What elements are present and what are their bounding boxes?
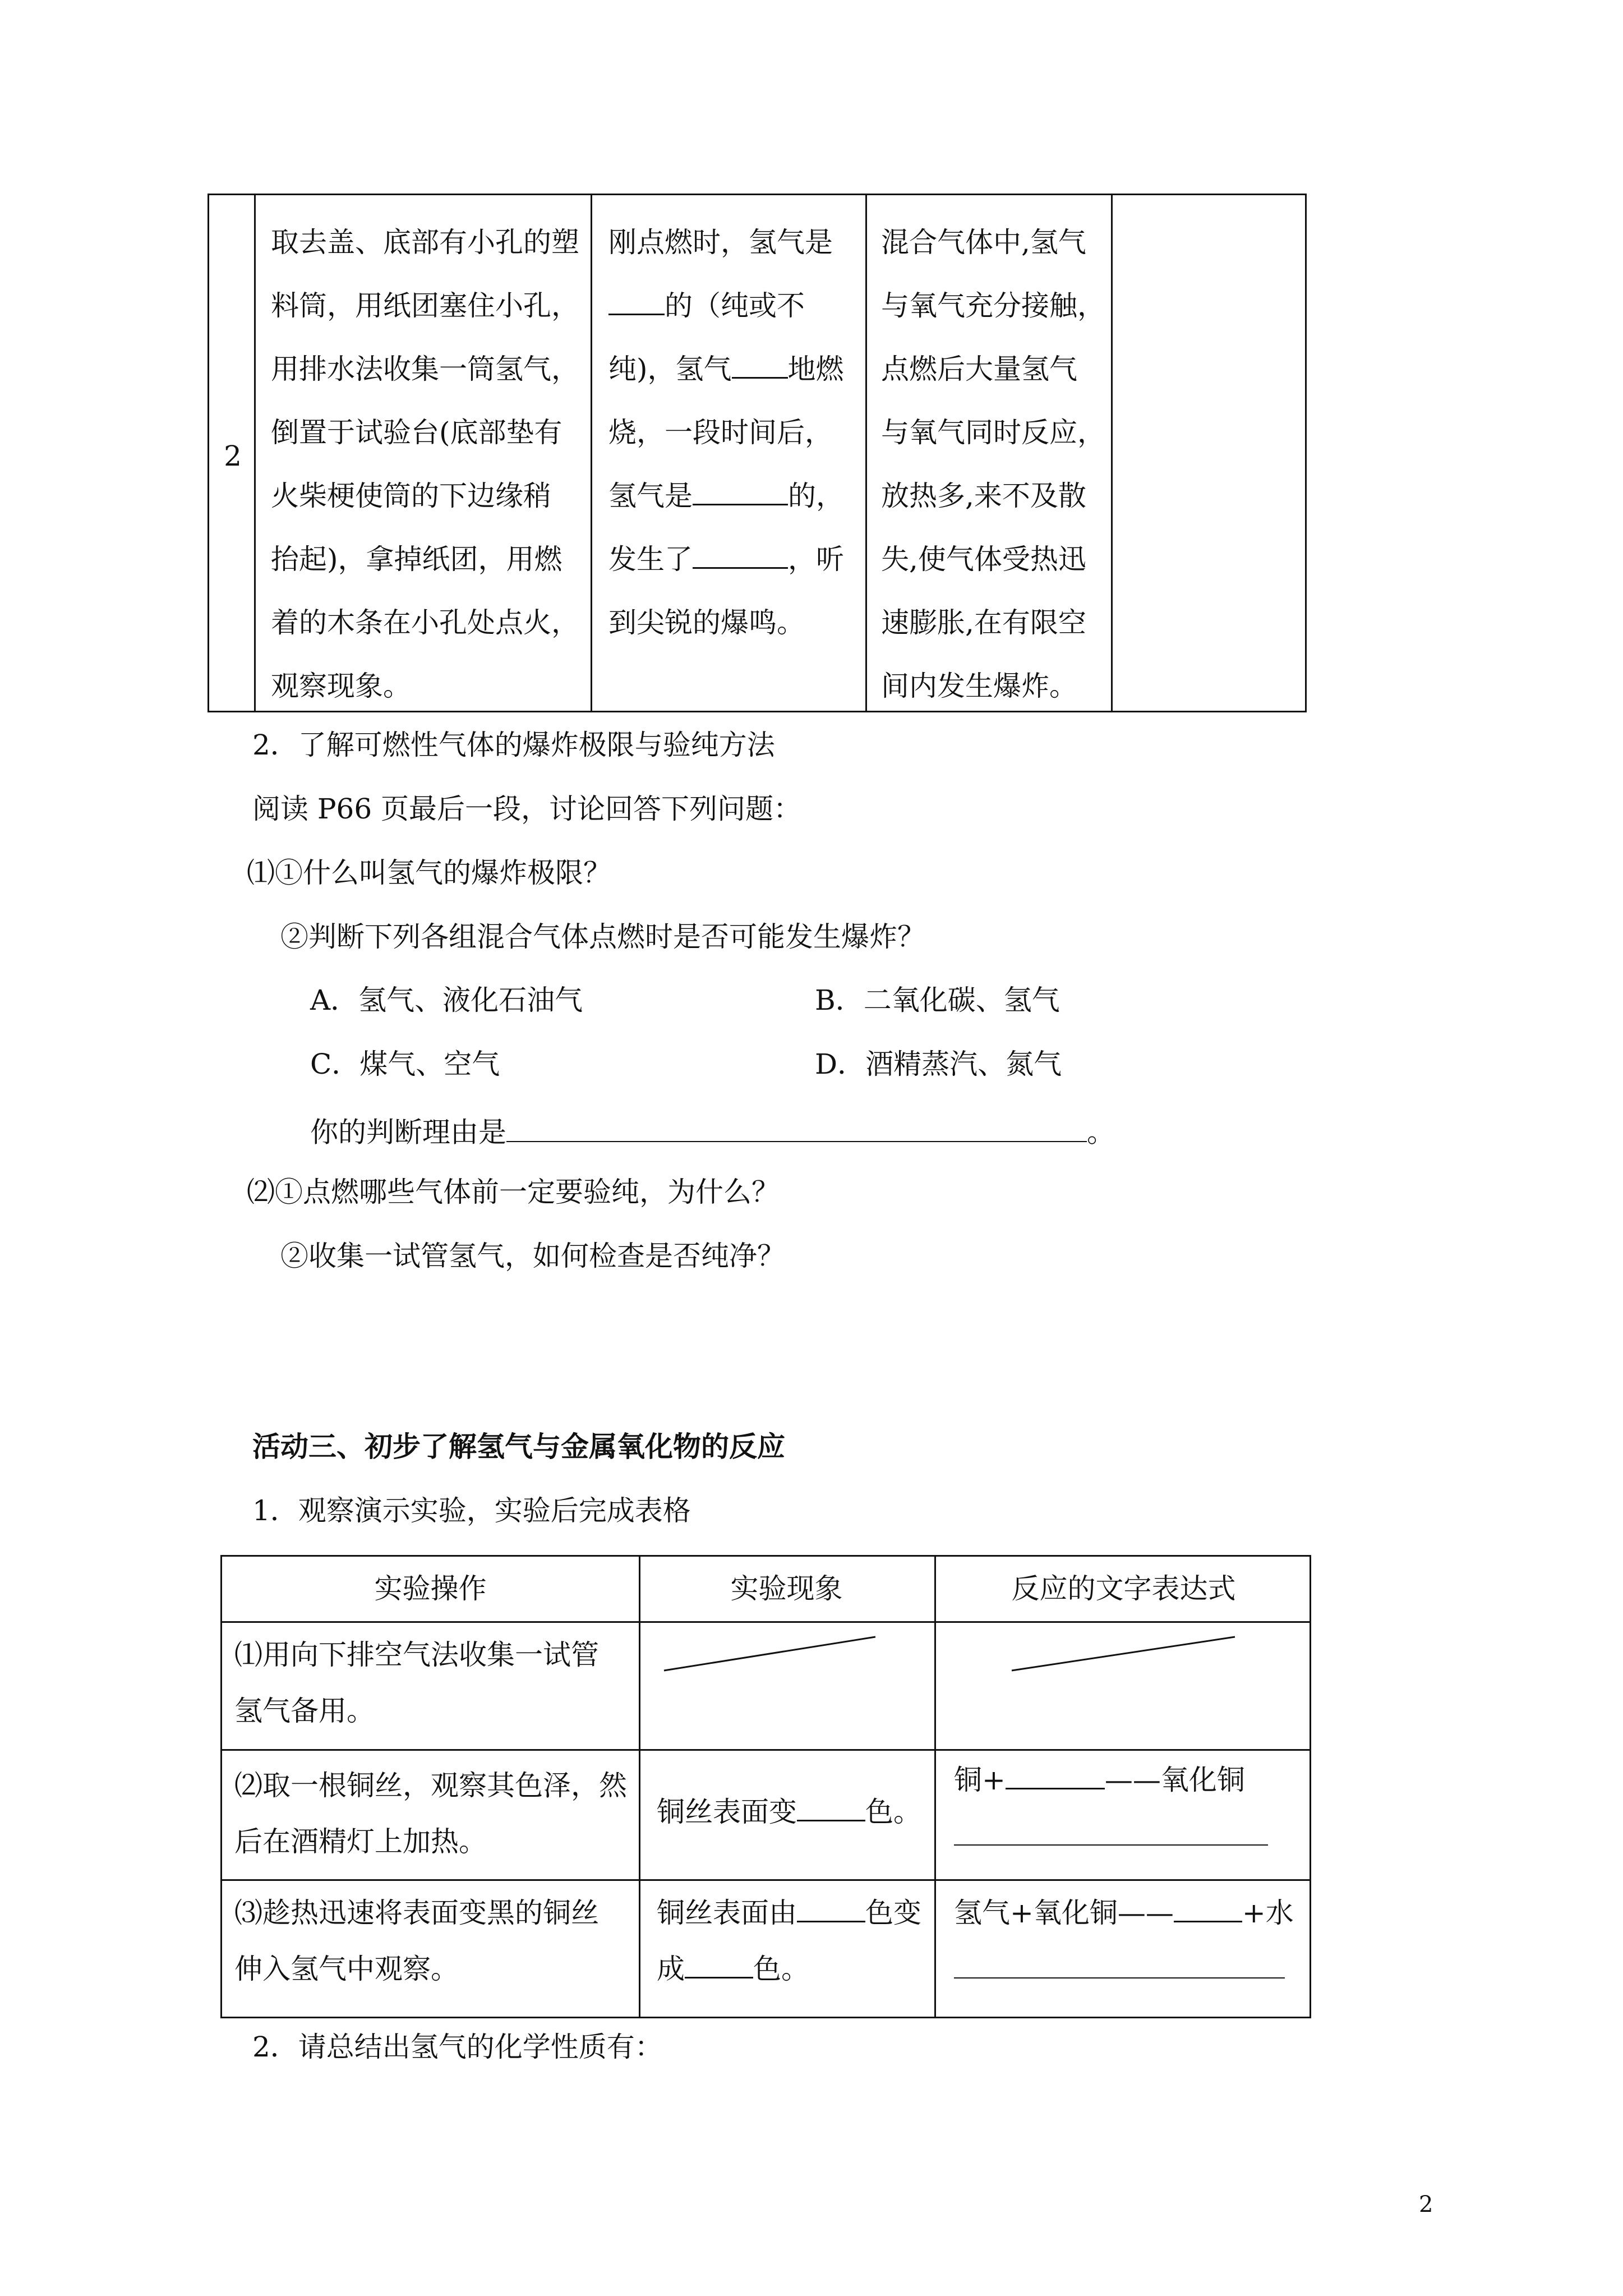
- operation-line: 观察现象。: [271, 670, 411, 702]
- explanation-line: 放热多,来不及散: [881, 480, 1086, 512]
- page-number: 2: [1419, 2192, 1433, 2217]
- operation-line: 用排水法收集一筒氢气，: [271, 353, 579, 385]
- phenomenon-line: 纯)，氢气 地燃: [608, 338, 855, 401]
- experiment-table-1: [208, 194, 1307, 712]
- table2-divider: [222, 1879, 1310, 1881]
- option-b: B．二氧化碳、氢气: [815, 984, 1060, 1016]
- question-2a: ⑵①点燃哪些气体前一定要验纯，为什么？: [247, 1176, 780, 1208]
- section-heading: 2．了解可燃性气体的爆炸极限与验纯方法: [252, 729, 775, 761]
- row3-operation: ⑶趁热迅速将表面变黑的铜丝 伸入氢气中观察。: [234, 1897, 599, 1985]
- header-phenomenon: 实验现象: [730, 1572, 843, 1605]
- table1-divider: [254, 195, 256, 711]
- explanation-line: 失,使气体受热迅: [881, 543, 1086, 576]
- row2-phenomenon: 铜丝表面变 色。: [657, 1784, 921, 1840]
- reason-line: 你的判断理由是 。: [310, 1114, 1115, 1147]
- row2-operation: ⑵取一根铜丝，观察其色泽，然 后在酒精灯上加热。: [234, 1769, 627, 1858]
- header-equation: 反应的文字表达式: [1011, 1572, 1236, 1605]
- experiment-table-2: [220, 1555, 1311, 2018]
- operation-cell: [271, 211, 577, 718]
- phenomenon-line: 到尖锐的爆鸣。: [608, 606, 805, 639]
- explanation-cell: [881, 211, 1105, 718]
- operation-line: 取去盖、底部有小孔的塑: [271, 226, 579, 259]
- row3-equation: 氢气+氧化铜—— +水: [954, 1885, 1294, 1997]
- row-number: 2: [224, 440, 242, 472]
- header-operation: 实验操作: [374, 1572, 487, 1605]
- answer-blank[interactable]: [797, 1894, 865, 1923]
- operation-line: 抬起)，拿掉纸团，用燃: [271, 543, 562, 576]
- question-1a: ⑴①什么叫氢气的爆炸极限？: [247, 857, 611, 889]
- activity-intro: 1．观察演示实验，实验后完成表格: [252, 1494, 691, 1527]
- phenomenon-line: 发生了 ，听: [608, 528, 855, 591]
- table1-divider: [591, 195, 592, 711]
- phenomenon-line: 的（纯或不: [608, 274, 855, 338]
- answer-blank[interactable]: [685, 1950, 753, 1979]
- operation-line: 倒置于试验台(底部垫有: [271, 416, 562, 449]
- operation-line: 着的木条在小孔处点火，: [271, 606, 579, 639]
- answer-blank[interactable]: [608, 287, 665, 316]
- row1-operation: ⑴用向下排空气法收集一试管 氢气备用。: [234, 1639, 599, 1727]
- answer-blank[interactable]: [954, 1951, 1285, 1979]
- option-a: A．氢气、液化石油气: [310, 984, 583, 1016]
- activity-title: 活动三、初步了解氢气与金属氧化物的反应: [252, 1430, 785, 1463]
- reading-instruction: 阅读 P66 页最后一段，讨论回答下列问题：: [252, 793, 802, 825]
- phenomenon-line: 刚点燃时，氢气是: [608, 226, 833, 259]
- option-c: C．煤气、空气: [310, 1048, 500, 1080]
- row2-equation: 铜+ ——氧化铜: [954, 1752, 1268, 1864]
- operation-line: 火柴梗使筒的下边缘稍: [271, 480, 551, 512]
- table1-divider: [865, 195, 867, 711]
- phenomenon-line: 烧，一段时间后，: [608, 416, 833, 449]
- phenomenon-cell: [608, 211, 855, 655]
- answer-blank[interactable]: [693, 541, 788, 569]
- strike-line: [639, 1623, 934, 1749]
- table1-divider: [1111, 195, 1113, 711]
- option-d: D．酒精蒸汽、氮气: [815, 1048, 1062, 1080]
- table2-divider: [222, 1749, 1310, 1751]
- explanation-line: 间内发生爆炸。: [881, 670, 1077, 702]
- explanation-line: 点燃后大量氢气: [881, 353, 1077, 385]
- explanation-line: 与氧气同时反应，: [881, 416, 1105, 449]
- answer-blank[interactable]: [797, 1793, 865, 1822]
- row3-phenomenon: 铜丝表面由 色变 成 色。: [657, 1885, 921, 1997]
- explanation-line: 混合气体中,氢气: [881, 226, 1086, 259]
- answer-blank[interactable]: [732, 351, 788, 379]
- answer-blank[interactable]: [954, 1818, 1268, 1846]
- question-1b: ②判断下列各组混合气体点燃时是否可能发生爆炸？: [280, 921, 925, 953]
- answer-blank[interactable]: [693, 477, 788, 506]
- question-2b: ②收集一试管氢气，如何检查是否纯净？: [280, 1240, 785, 1272]
- operation-line: 料筒，用纸团塞住小孔，: [271, 289, 579, 322]
- explanation-line: 与氧气充分接触，: [881, 289, 1105, 322]
- phenomenon-line: 氢气是 的，: [608, 464, 855, 528]
- answer-blank[interactable]: [1006, 1761, 1105, 1790]
- summary-question: 2．请总结出氢气的化学性质有：: [252, 2031, 663, 2063]
- answer-blank[interactable]: [1174, 1894, 1242, 1923]
- explanation-line: 速膨胀,在有限空: [881, 606, 1086, 639]
- reason-blank[interactable]: [506, 1114, 1087, 1142]
- strike-line: [936, 1623, 1313, 1749]
